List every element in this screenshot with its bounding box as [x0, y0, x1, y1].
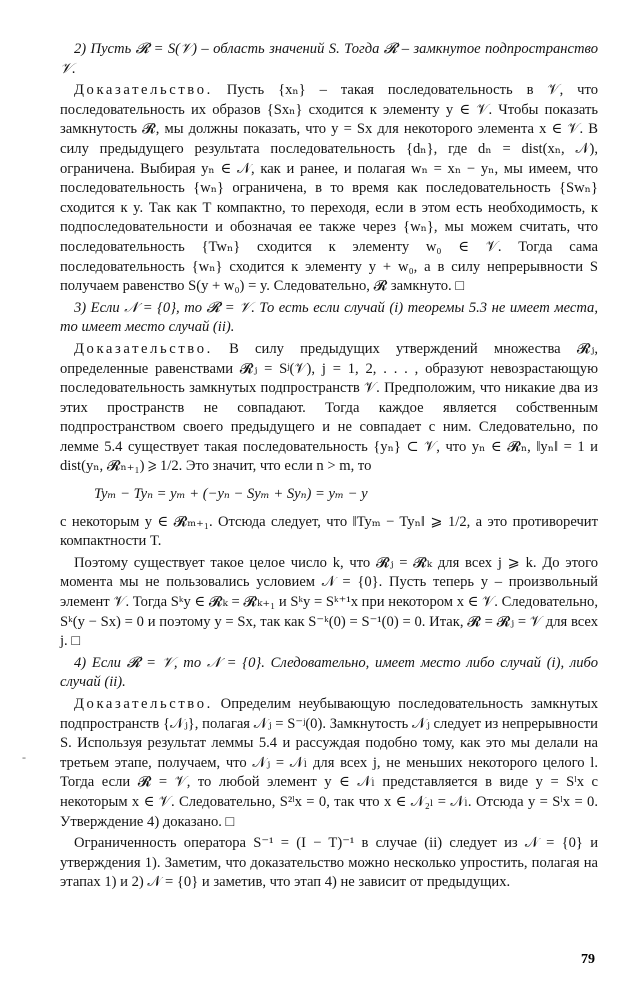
- proof-3-conclusion: Поэтому существует такое целое число k, что 𝓡ⱼ = 𝓡ₖ для всех j ⩾ k. До этого момента мы не пользовались условием 𝒩 = {0}. Пусть теперь y – произвольный элемент 𝒱. Тогда Sᵏy ∈ 𝓡ₖ = 𝓡ₖ₊₁ и Sᵏy = Sᵏ⁺¹x при некотором x ∈ 𝒱. Следовательно, Sᵏ(y − Sx) = 0 и поэтому y = Sx, так как S⁻ᵏ(0) = S⁻¹(0) = 0. Итак, 𝓡 = 𝓡ⱼ = 𝒱 для всех j. □: [60, 554, 598, 650]
- proof-2-text: Пусть {xₙ} – такая последовательность в 𝒱, что последовательность их образов {Sxₙ} сходится к элементу y ∈ 𝒱. Чтобы показать замкнутость 𝓡, мы должны показать, что y = Sx для некоторого элемента x ∈ 𝒱. В силу предыдущего результата последовательность {dₙ}, где dₙ = dist(xₙ, 𝒩), ограничена. Выбирая yₙ ∈ 𝒩, как и ранее, и полагая wₙ = xₙ − yₙ, мы имеем, что последовательность {wₙ} ограничена, в то время как последовательность {Swₙ} сходится к y. Так как T компактно, то переходя, если в этом есть необходимость, к подпоследовательности и обозначая ее также через {wₙ}, мы можем считать, что последовательность {Twₙ} сходится к элементу w₀ ∈ 𝒱. Тогда сама последовательность {wₙ} сходится к элементу y + w₀, а в силу непрерывности S получаем равенство S(y + w₀) = y. Следовательно, 𝓡 замкнуто. □: [60, 82, 598, 295]
- proof-label: Доказательство.: [74, 340, 213, 357]
- proof-label: Доказательство.: [74, 82, 213, 99]
- page-number: 79: [581, 952, 595, 967]
- proof-3-text: В силу предыдущих утверждений множества 𝓡ⱼ, определенные равенствами 𝓡ⱼ = Sʲ(𝒱), j = 1, 2, . . . , образуют невозрастающую последовательность замкнутых подпространств 𝒱. Предположим, что никакие два из этих пространств не совпадают. Тогда каждое является собственным подпространством своего предыдущего и не совпадает с ним. Следовательно, по лемме 5.4 существует такая последовательность {yₙ} ⊂ 𝒱, что yₙ ∈ 𝓡ₙ, ‖yₙ‖ = 1 и dist(yₙ, 𝓡ₙ₊₁) ⩾ 1/2. Это значит, что если n > m, то: [60, 340, 598, 475]
- statement-4: 4) Если 𝓡 = 𝒱, то 𝒩 = {0}. Следовательно, имеет место либо случай (i), либо случай (ii).: [60, 654, 598, 691]
- display-formula: Tyₘ − Tyₙ = yₘ + (−yₙ − Syₘ + Syₙ) = yₘ − y: [94, 486, 368, 503]
- proof-4: [60, 695, 598, 832]
- proof-3: [60, 340, 598, 477]
- margin-mark: -: [22, 750, 26, 764]
- proof-3-continued: с некоторым y ∈ 𝓡ₘ₊₁. Отсюда следует, что ‖Tyₘ − Tyₙ‖ ⩾ 1/2, а это противоречит компактности T.: [60, 513, 598, 550]
- proof-label: Доказательство.: [74, 696, 213, 712]
- statement-2: 2) Пусть 𝓡 = S(𝒱) – область значений S. Тогда 𝓡 – замкнутое подпространство 𝒱.: [60, 41, 598, 77]
- closing-remark: Ограниченность оператора S⁻¹ = (I − T)⁻¹ в случае (ii) следует из 𝒩 = {0} и утверждения 1). Заметим, что доказательство можно несколько упростить, полагая на этапах 1) и 2) 𝒩 = {0} и заметив, что этап 4) не зависит от предыдущих.: [60, 835, 598, 891]
- book-page: [60, 40, 598, 980]
- statement-3: 3) Если 𝒩 = {0}, то 𝓡 = 𝒱. То есть если случай (i) теоремы 5.3 не имеет места, то имеет место случай (ii).: [60, 299, 598, 336]
- proof-4-text: Определим неубывающую последовательность замкнутых подпространств {𝒩ⱼ}, полагая 𝒩ⱼ = S⁻ʲ(0). Замкнутость 𝒩ⱼ следует из непрерывности S. Используя результат леммы 5.4 и рассуждая подобно тому, как это мы делали на третьем этапе, получаем, что 𝒩ⱼ = 𝒩ₗ для всех j, не меньших некоторого целого l. Тогда если 𝓡 = 𝒱, то любой элемент y ∈ 𝒩ₗ представляется в виде y = Sˡx с некоторым x ∈ 𝒱. Следовательно, S²ˡx = 0, так что x ∈ 𝒩₂ₗ = 𝒩ₗ. Отсюда y = Sˡx = 0. Утверждение 4) доказано. □: [60, 696, 598, 830]
- proof-2: [60, 81, 598, 297]
